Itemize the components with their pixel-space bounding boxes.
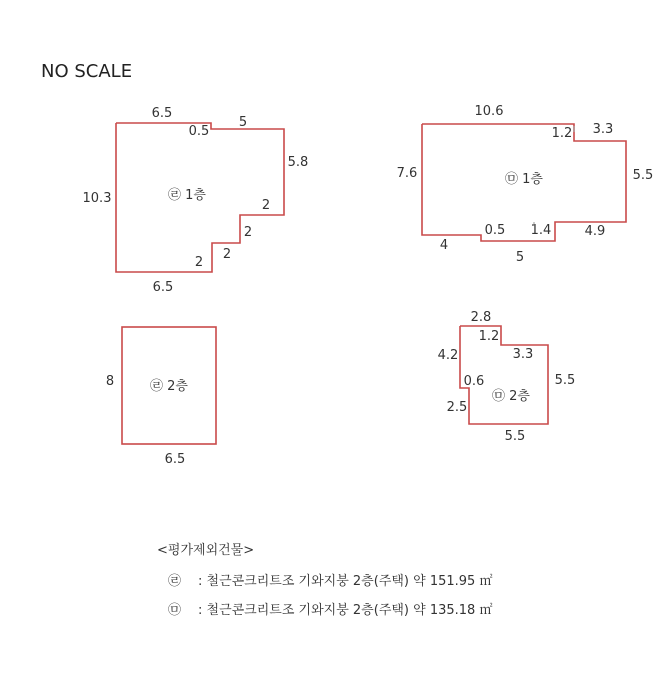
legend-row (168, 570, 492, 589)
building-a-floor-1 (83, 106, 309, 295)
dim-label: 2 (194, 255, 204, 270)
dim-label: 5.5 (554, 373, 576, 388)
legend-row (168, 599, 492, 618)
dim-label: 5 (238, 115, 248, 130)
building-label: ㉤ 2층 (492, 389, 530, 404)
building-b-floor-1 (397, 104, 654, 265)
dim-label: 8 (105, 374, 115, 389)
scale-note: NO SCALE (41, 61, 133, 82)
dim-label: 10.6 (474, 104, 504, 119)
dim-label: 10.3 (82, 191, 112, 206)
dim-label: 4.9 (584, 224, 606, 239)
dim-label: 1.2 (551, 126, 573, 141)
legend-heading: <평가제외건물> (157, 543, 255, 558)
dim-label: 4 (439, 238, 449, 253)
building-b-floor-2 (438, 310, 576, 444)
dim-label: 1.4 (530, 223, 552, 238)
building-a-floor-2 (106, 327, 216, 467)
dim-label: 3.3 (512, 347, 534, 362)
legend-text: : 철근콘크리트조 기와지붕 2층(주택) 약 135.18 ㎡ (198, 603, 493, 618)
legend-symbol: ㉣ (168, 574, 182, 589)
dim-label: 1.2 (478, 329, 500, 344)
dim-label: 0.5 (484, 223, 506, 238)
dim-label: 7.6 (396, 166, 418, 181)
dim-label: 0.6 (463, 374, 485, 389)
dim-label: 2 (261, 198, 271, 213)
building-label: ㉣ 1층 (168, 188, 206, 203)
legend-text: : 철근콘크리트조 기와지붕 2층(주택) 약 151.95 ㎡ (198, 574, 493, 589)
dim-label: 0.5 (188, 124, 210, 139)
dim-label: 4.2 (437, 348, 459, 363)
dim-label: 6.5 (152, 280, 174, 295)
dim-label: 6.5 (164, 452, 186, 467)
dim-label: 5.5 (632, 168, 654, 183)
dim-label: 2 (222, 247, 232, 262)
dim-label: 6.5 (151, 106, 173, 121)
dim-label: 5 (515, 250, 525, 265)
legend-symbol: ㉤ (168, 603, 182, 618)
building-label: ㉣ 2층 (150, 379, 188, 394)
dim-label: 5.8 (287, 155, 309, 170)
dim-label: 2 (243, 225, 253, 240)
dim-label: 2.5 (446, 400, 468, 415)
dim-label: 5.5 (504, 429, 526, 444)
dim-label: 2.8 (470, 310, 492, 325)
dim-label: 3.3 (592, 122, 614, 137)
building-label: ㉤ 1층 (505, 172, 543, 187)
